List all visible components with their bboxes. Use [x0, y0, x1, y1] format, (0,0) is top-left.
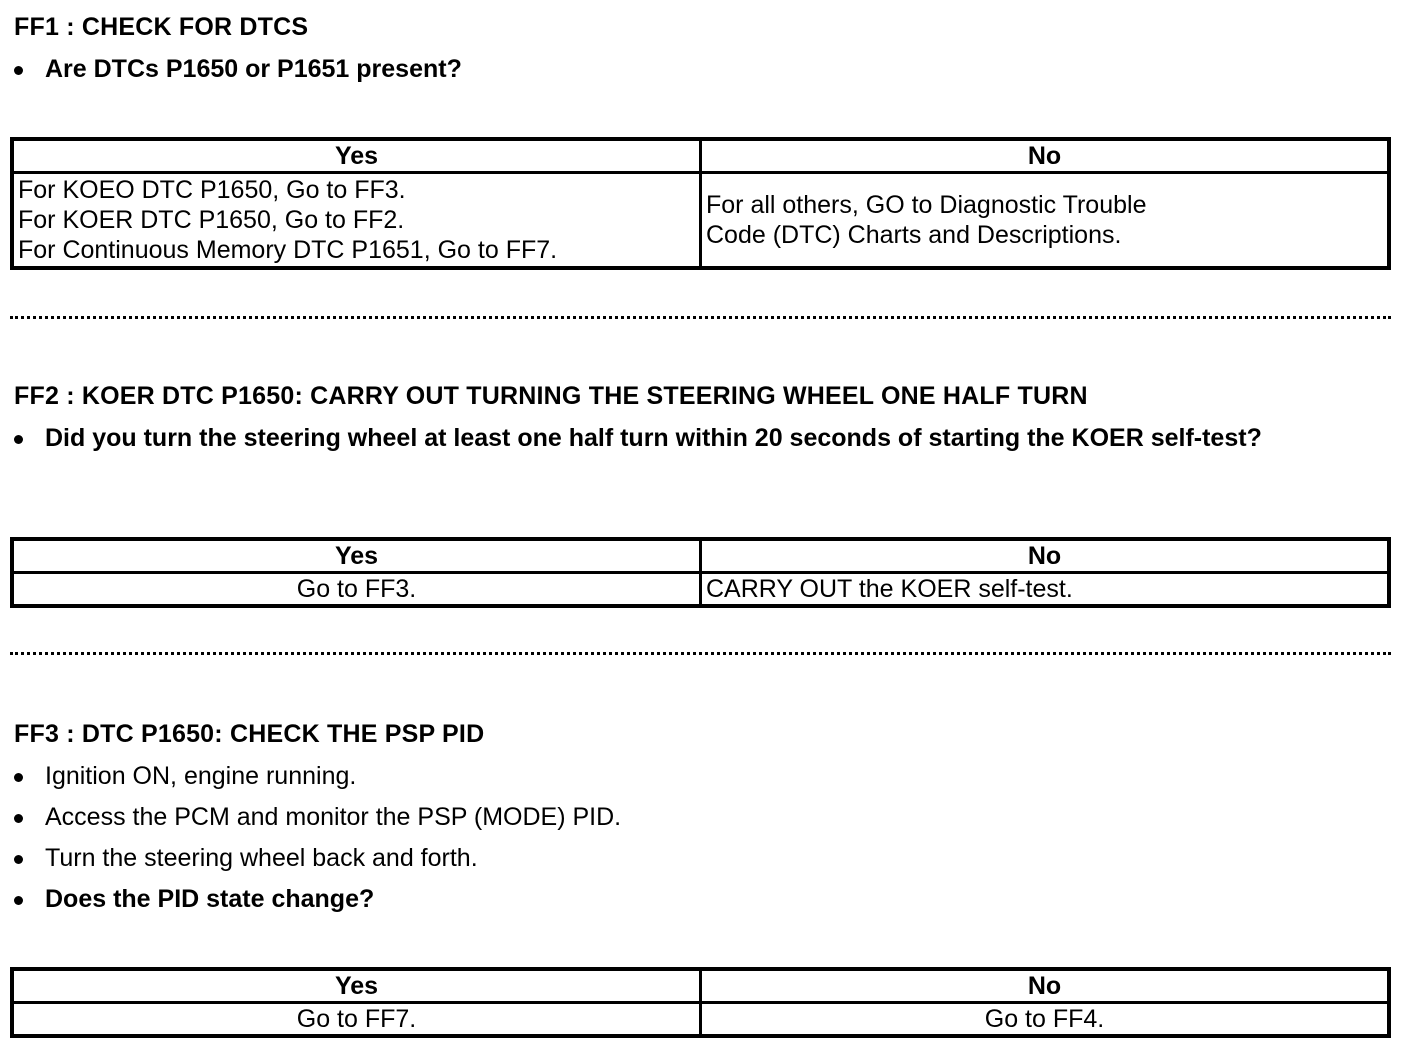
ff3-title: FF3 : DTC P1650: CHECK THE PSP PID: [14, 720, 485, 748]
ff1-no-header: No: [701, 139, 1390, 173]
section-separator: [10, 316, 1391, 319]
ff2-no-header: No: [701, 539, 1390, 573]
ff2-yes-cell: Go to FF3.: [12, 573, 701, 607]
section-separator: [10, 652, 1391, 655]
bullet-icon: [14, 66, 23, 75]
ff3-bullets: [12, 761, 1388, 914]
bullet-icon: [14, 855, 23, 864]
ff3-step: Ignition ON, engine running.: [12, 761, 1388, 791]
ff1-yes-cell: [12, 173, 701, 269]
ff2-no-cell: CARRY OUT the KOER self-test.: [701, 573, 1390, 607]
ff3-step: Turn the steering wheel back and forth.: [12, 843, 1388, 873]
ff3-answer-table: [10, 967, 1391, 1038]
ff1-yes-line: For KOER DTC P1650, Go to FF2.: [18, 206, 405, 234]
ff3-step: Access the PCM and monitor the PSP (MODE) PID.: [12, 802, 1388, 832]
ff3-no-cell: Go to FF4.: [701, 1003, 1390, 1037]
ff1-question: Are DTCs P1650 or P1651 present?: [12, 54, 1388, 84]
ff1-answer-table: [10, 137, 1391, 270]
bullet-icon: [14, 773, 23, 782]
ff2-question: Did you turn the steering wheel at least one half turn within 20 seconds of starting the KOER self-test?: [12, 423, 1388, 453]
ff1-yes-line: For KOEO DTC P1650, Go to FF3.: [18, 176, 406, 204]
ff1-no-cell: [701, 173, 1390, 269]
ff1-no-line: For all others, GO to Diagnostic Trouble: [706, 191, 1147, 219]
ff3-no-header: No: [701, 969, 1390, 1003]
bullet-icon: [14, 896, 23, 905]
bullet-icon: [14, 814, 23, 823]
ff2-answer-table: [10, 537, 1391, 608]
ff1-no-line: Code (DTC) Charts and Descriptions.: [706, 221, 1122, 249]
ff2-bullets: [12, 423, 1388, 453]
ff2-yes-header: Yes: [12, 539, 701, 573]
ff1-yes-line: For Continuous Memory DTC P1651, Go to FF7.: [18, 236, 558, 264]
ff3-yes-header: Yes: [12, 969, 701, 1003]
ff1-yes-header: Yes: [12, 139, 701, 173]
ff3-yes-cell: Go to FF7.: [12, 1003, 701, 1037]
bullet-icon: [14, 435, 23, 444]
ff2-title: FF2 : KOER DTC P1650: CARRY OUT TURNING THE STEERING WHEEL ONE HALF TURN: [14, 382, 1088, 410]
ff3-question: Does the PID state change?: [12, 884, 1388, 914]
ff1-title: FF1 : CHECK FOR DTCS: [14, 13, 309, 41]
ff1-bullets: [12, 54, 1388, 84]
